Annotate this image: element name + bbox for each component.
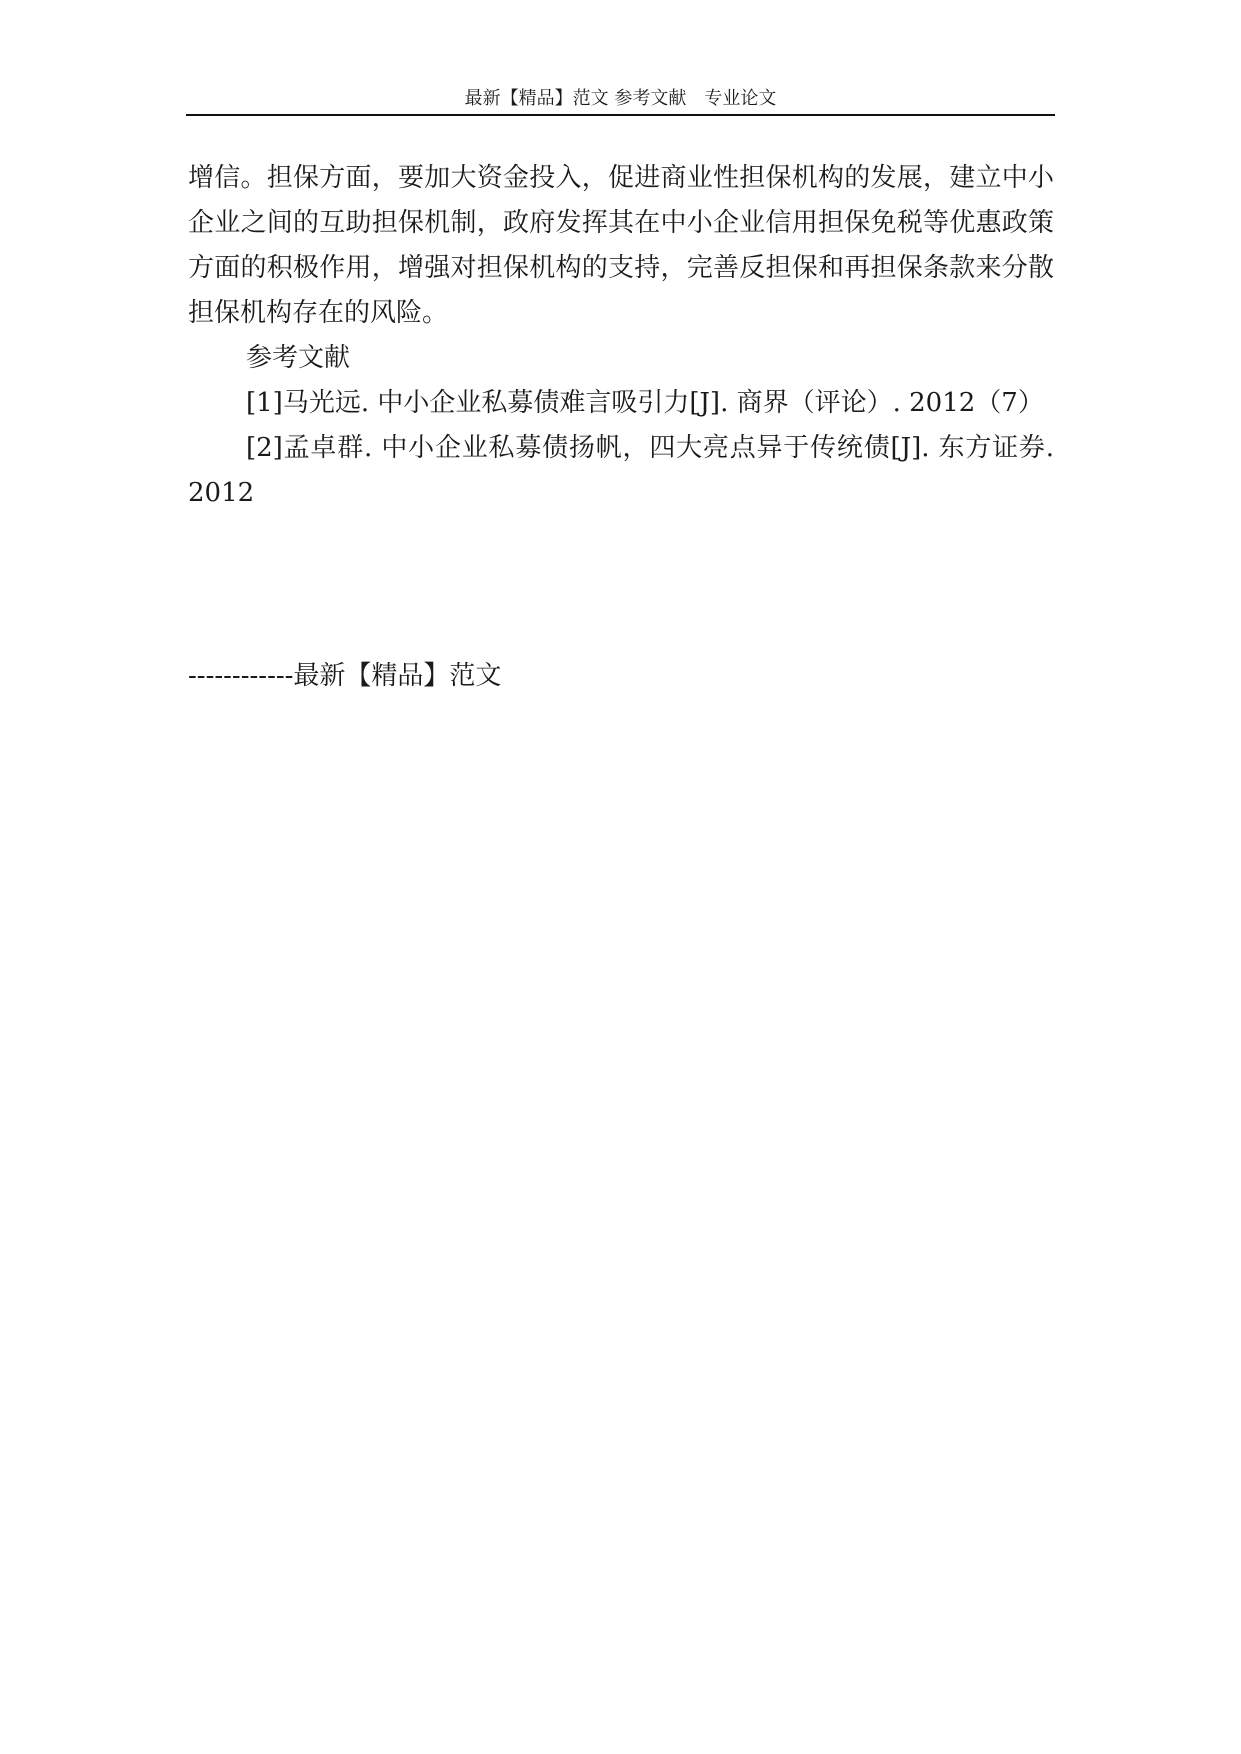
reference-item-2: [2]孟卓群. 中小企业私募债扬帆，四大亮点异于传统债[J]. 东方证券. 2012 xyxy=(188,433,1054,508)
body-paragraph: 增信。担保方面，要加大资金投入，促进商业性担保机构的发展，建立中小企业之间的互助担保机制，政府发挥其在中小企业信用担保免税等优惠政策方面的积极作用，增强对担保机构的支持，完善反担保和再担保条款来分散担保机构存在的风险。 xyxy=(188,163,1054,328)
footer-text: ------------最新【精品】范文 xyxy=(188,661,502,691)
page-header: 最新【精品】范文 参考文献 专业论文 xyxy=(186,84,1055,116)
document-body xyxy=(188,156,1054,516)
reference-item-1: [1]马光远. 中小企业私募债难言吸引力[J]. 商界（评论）. 2012（7） xyxy=(246,388,1044,418)
references-heading: 参考文献 xyxy=(246,343,351,373)
